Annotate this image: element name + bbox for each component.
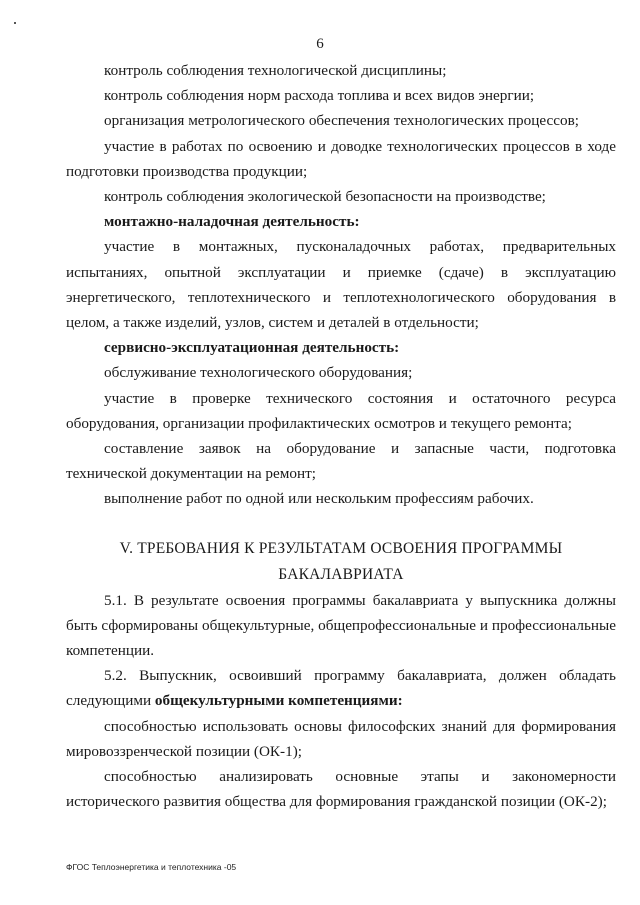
section-heading (66, 536, 616, 588)
paragraph: контроль соблюдения технологической дисциплины; (104, 62, 447, 79)
paragraph: обслуживание технологического оборудования; (104, 364, 413, 382)
heading-line-2: БАКАЛАВРИАТА (278, 565, 404, 583)
paragraph-5-2-text: 5.2. Выпускник, освоивший программу бакалавриата, должен обладать следующими (66, 667, 616, 710)
section-title-montage: монтажно-наладочная деятельность: (104, 213, 360, 231)
paragraph: составление заявок на оборудование и запасные части, подготовка технической документации на ремонт; (66, 440, 616, 483)
paragraph: организация метрологического обеспечения технологических процессов; (104, 112, 579, 130)
section-title-service: сервисно-эксплуатационная деятельность: (104, 339, 400, 357)
paragraph: участие в работах по освоению и доводке технологических процессов в ходе подготовки производства продукции; (66, 137, 616, 180)
page-content (66, 58, 616, 814)
footer-text: ФГОС Теплоэнергетика и теплотехника -05 (66, 862, 237, 872)
paragraph-5-1: 5.1. В результате освоения программы бакалавриата у выпускника должны быть сформированы общекультурные, общепрофессиональные и профессиональные компетенции. (66, 591, 616, 660)
paragraph-5-2-bold: общекультурными компетенциями: (154, 692, 403, 710)
paragraph: контроль соблюдения экологической безопасности на производстве; (104, 188, 546, 206)
paragraph-5-2 (66, 663, 616, 713)
competence-item: способностью использовать основы философских знаний для формирования мировоззренческой позиции (ОК-1); (66, 717, 616, 760)
competence-item: способностью анализировать основные этапы и закономерности исторического развития общества для формирования гражданской позиции (ОК-2); (66, 768, 616, 811)
heading-line-1: V. ТРЕБОВАНИЯ К РЕЗУЛЬТАТАМ ОСВОЕНИЯ ПРОГРАММЫ (119, 539, 563, 557)
paragraph: контроль соблюдения норм расхода топлива и всех видов энергии; (104, 87, 535, 105)
paragraph: выполнение работ по одной или нескольким профессиям рабочих. (104, 490, 534, 508)
page-number: 6 (316, 36, 324, 52)
paragraph: участие в монтажных, пусконаладочных работах, предварительных испытаниях, опытной эксплуатации и приемке (сдаче) в эксплуатацию энергетического, теплотехнического и теплотехнологического оборудования в целом, а также изделий, узлов, систем и деталей в отдельности; (66, 238, 616, 332)
paragraph: участие в проверке технического состояния и остаточного ресурса оборудования, организации профилактических осмотров и текущего ремонта; (66, 389, 616, 432)
scan-mark (14, 22, 16, 24)
